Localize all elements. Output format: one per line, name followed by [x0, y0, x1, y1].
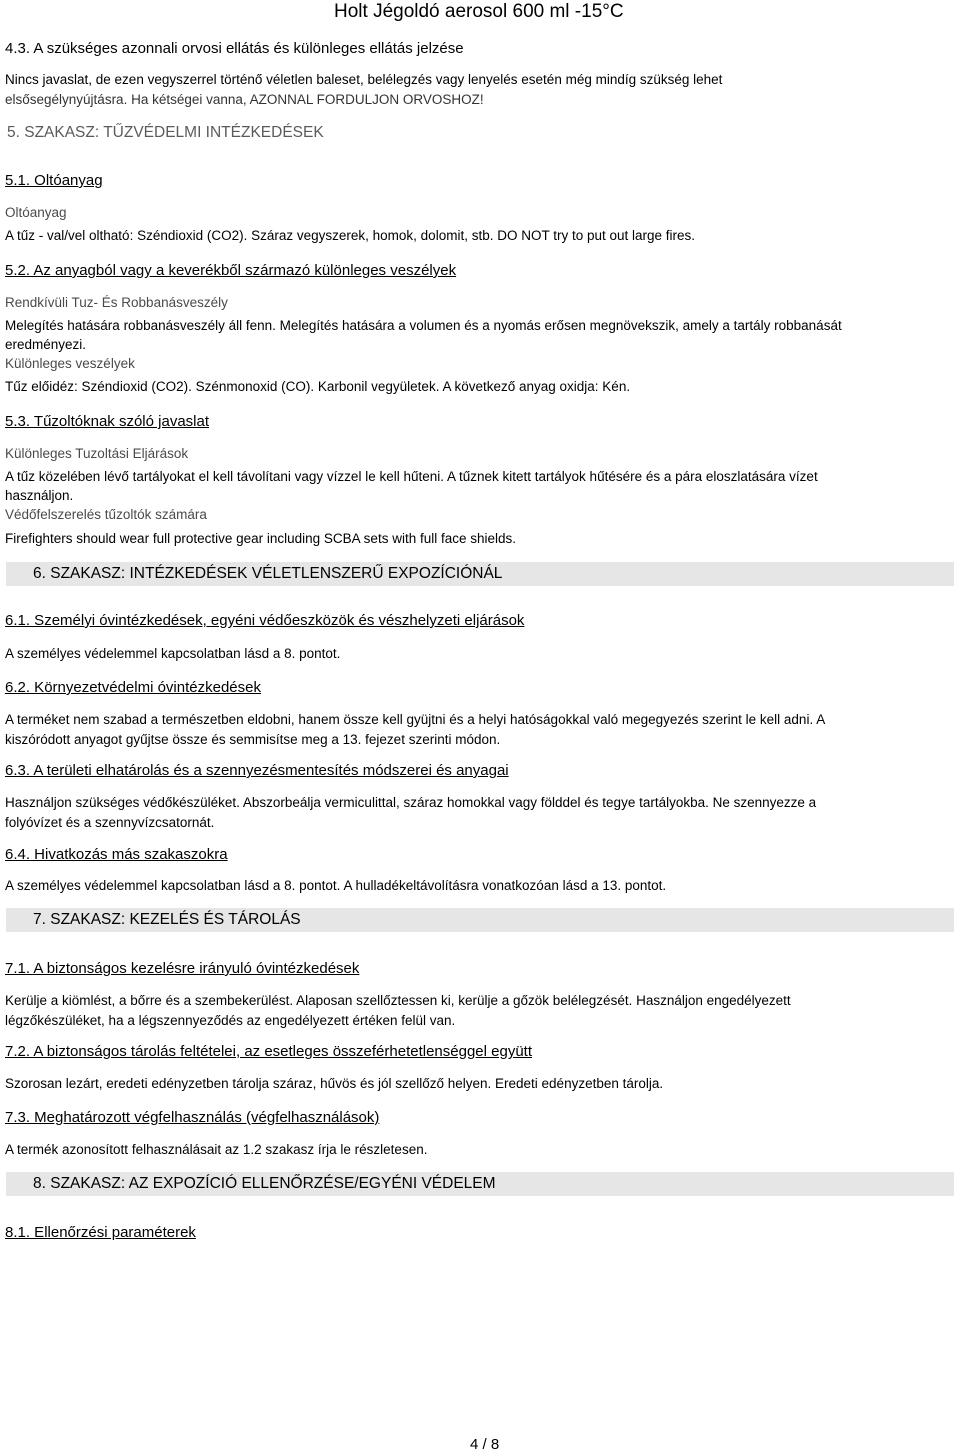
- section-6-2-heading: 6.2. Környezetvédelmi óvintézkedések: [5, 679, 261, 696]
- section-5-2-label1: Rendkívüli Tuz- És Robbanásveszély: [5, 295, 228, 310]
- section-6-2-text-line2: kiszóródott anyagot gyűjtse össze és semmisítse meg a 13. fejezet szerinti módon.: [5, 732, 501, 747]
- section-5-3-label1: Különleges Tuzoltási Eljárások: [5, 446, 189, 461]
- section-5-2-text1-line1: Melegítés hatására robbanásveszély áll fenn. Melegítés hatására a volumen és a nyomás erősen megnövekszik, amely a tartály robbanását: [5, 318, 842, 333]
- section-5-1-text: A tűz - val/vel oltható: Széndioxid (CO2). Száraz vegyszerek, homok, dolomit, stb. DO NOT try to put out large fires.: [5, 228, 696, 243]
- section-8-title: 8. SZAKASZ: AZ EXPOZÍCIÓ ELLENŐRZÉSE/EGYÉNI VÉDELEM: [33, 1175, 496, 1192]
- section-6-1-heading: 6.1. Személyi óvintézkedések, egyéni védőeszközök és vészhelyzeti eljárások: [5, 612, 525, 629]
- section-6-title: 6. SZAKASZ: INTÉZKEDÉSEK VÉLETLENSZERŰ EXPOZÍCIÓNÁL: [33, 565, 503, 582]
- section-6-4-text: A személyes védelemmel kapcsolatban lásd a 8. pontot. A hulladékeltávolításra vonatkozóan lásd a 13. pontot.: [5, 878, 667, 893]
- section-6-3-text-line2: folyóvízet és a szennyvízcsatornát.: [5, 815, 215, 830]
- section-5-2-text2: Tűz előidéz: Széndioxid (CO2). Szénmonoxid (CO). Karbonil vegyületek. A következő anyag oxidja: Kén.: [5, 379, 631, 394]
- page-number: 4 / 8: [470, 1436, 500, 1453]
- section-7-2-heading: 7.2. A biztonságos tárolás feltételei, az esetleges összeférhetetlenséggel együtt: [5, 1043, 533, 1060]
- section-5-1-heading: 5.1. Oltóanyag: [5, 172, 103, 189]
- section-5-title: 5. SZAKASZ: TŰZVÉDELMI INTÉZKEDÉSEK: [7, 124, 324, 141]
- section-7-3-text: A termék azonosított felhasználásait az 1.2 szakasz írja le részletesen.: [5, 1142, 428, 1157]
- document-product-title: Holt Jégoldó aerosol 600 ml -15°C: [334, 1, 624, 22]
- section-7-2-text: Szorosan lezárt, eredeti edényzetben tárolja száraz, hűvös és jól szellőző helyen. Eredeti edényzetben tárolja.: [5, 1076, 664, 1091]
- section-6-3-heading: 6.3. A területi elhatárolás és a szennyezésmentesítés módszerei és anyagai: [5, 762, 509, 779]
- section-4-3-heading: 4.3. A szükséges azonnali orvosi ellátás és különleges ellátás jelzése: [5, 40, 464, 57]
- section-6-2-text-line1: A terméket nem szabad a természetben eldobni, hanem össze kell gyüjtni és a helyi hatóságokkal való megegyezés szerint le kell adni. A: [5, 712, 826, 727]
- section-5-3-text1-line1: A tűz közelében lévő tartályokat el kell távolítani vagy vízzel le kell hűteni. A tűznek kitett tartályok hűtésére és a pára eloszlatására vízet: [5, 469, 818, 484]
- section-5-2-label2: Különleges veszélyek: [5, 356, 135, 371]
- section-7-3-heading: 7.3. Meghatározott végfelhasználás (végfelhasználások): [5, 1109, 380, 1126]
- section-5-3-heading: 5.3. Tűzoltóknak szóló javaslat: [5, 413, 210, 430]
- section-5-3-text2: Firefighters should wear full protective gear including SCBA sets with full face shields.: [5, 531, 516, 546]
- section-4-3-text-line2: elsősegélynyújtásra. Ha kétségei vanna, AZONNAL FORDULJON ORVOSHOZ!: [5, 92, 484, 107]
- section-8-1-heading: 8.1. Ellenőrzési paraméterek: [5, 1224, 196, 1241]
- section-5-3-text1-line2: használjon.: [5, 488, 74, 503]
- section-7-1-heading: 7.1. A biztonságos kezelésre irányuló óvintézkedések: [5, 960, 360, 977]
- section-5-2-heading: 5.2. Az anyagból vagy a keverékből származó különleges veszélyek: [5, 262, 457, 279]
- section-7-1-text-line1: Kerülje a kiömlést, a bőrre és a szembekerülést. Alaposan szellőztessen ki, kerülje a gőzök belélegzését. Használjon engedélyezett: [5, 993, 791, 1008]
- section-7-title: 7. SZAKASZ: KEZELÉS ÉS TÁROLÁS: [33, 911, 301, 928]
- section-6-3-text-line1: Használjon szükséges védőkészüléket. Abszorbeálja vermiculittal, száraz homokkal vagy földdel és tegye tartályokba. Ne szennyezze a: [5, 795, 817, 810]
- section-5-3-label2: Védőfelszerelés tűzoltók számára: [5, 507, 207, 522]
- section-5-1-label: Oltóanyag: [5, 205, 67, 220]
- section-5-2-text1-line2: eredményezi.: [5, 337, 87, 352]
- section-6-4-heading: 6.4. Hivatkozás más szakaszokra: [5, 846, 228, 863]
- section-6-1-text: A személyes védelemmel kapcsolatban lásd a 8. pontot.: [5, 646, 341, 661]
- section-7-1-text-line2: légzőkészüléket, ha a légszennyeződés az engedélyezett értéken felül van.: [5, 1013, 456, 1028]
- section-4-3-text-line1: Nincs javaslat, de ezen vegyszerrel történő véletlen baleset, belélegzés vagy lenyelés esetén még mindíg szükség lehet: [5, 72, 723, 87]
